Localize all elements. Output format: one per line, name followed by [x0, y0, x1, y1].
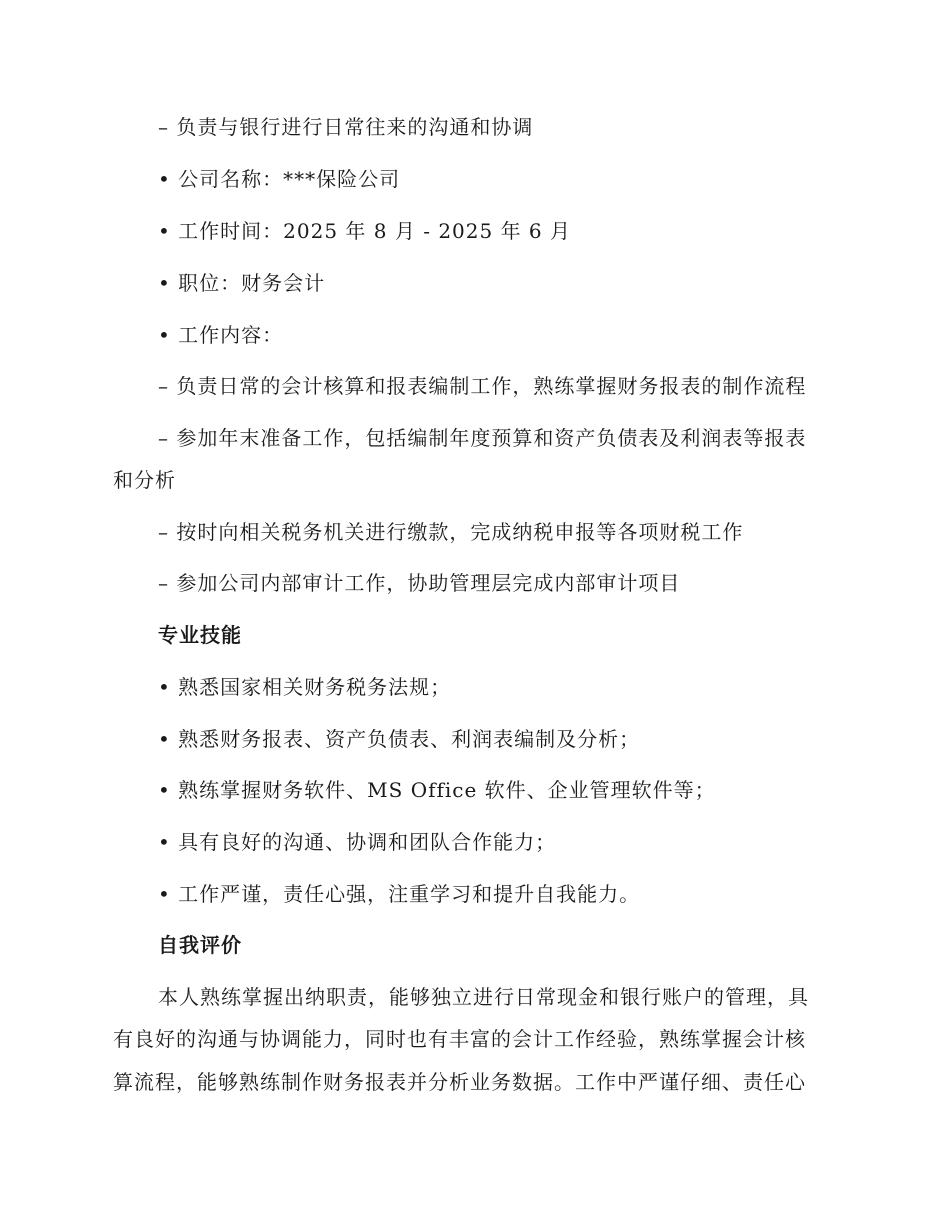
self-evaluation-text: 有良好的沟通与协调能力，同时也有丰富的会计工作经验，熟练掌握会计核	[113, 1027, 806, 1051]
skill-item: • 熟悉财务报表、资产负债表、利润表编制及分析；	[158, 727, 641, 751]
experience-line-bank: – 负责与银行进行日常往来的沟通和协调	[158, 115, 534, 139]
duty-item: – 参加年末准备工作，包括编制年度预算和资产负债表及利润表等报表	[158, 426, 807, 450]
skill-item: • 工作严谨，责任心强，注重学习和提升自我能力。	[158, 882, 641, 906]
skill-item: • 具有良好的沟通、协调和团队合作能力；	[158, 830, 557, 854]
duty-item-continuation: 和分析	[113, 468, 176, 492]
duties-label: • 工作内容：	[158, 323, 284, 347]
self-evaluation-text: 算流程，能够熟练制作财务报表并分析业务数据。工作中严谨仔细、责任心	[113, 1070, 806, 1094]
self-evaluation-heading: 自我评价	[158, 933, 242, 957]
skill-item: • 熟悉国家相关财务税务法规；	[158, 675, 452, 699]
skill-item: • 熟练掌握财务软件、MS Office 软件、企业管理软件等；	[158, 778, 716, 802]
self-evaluation-text: 本人熟练掌握出纳职责，能够独立进行日常现金和银行账户的管理，具	[158, 985, 809, 1009]
duty-item: – 参加公司内部审计工作，协助管理层完成内部审计项目	[158, 571, 681, 595]
duty-item: – 按时向相关税务机关进行缴款，完成纳税申报等各项财税工作	[158, 520, 744, 544]
duty-item: – 负责日常的会计核算和报表编制工作，熟练掌握财务报表的制作流程	[158, 374, 807, 398]
company-name: • 公司名称：***保险公司	[158, 167, 401, 191]
skills-heading: 专业技能	[158, 623, 242, 647]
work-period: • 工作时间：2025 年 8 月 - 2025 年 6 月	[158, 219, 572, 243]
job-position: • 职位：财务会计	[158, 271, 326, 295]
